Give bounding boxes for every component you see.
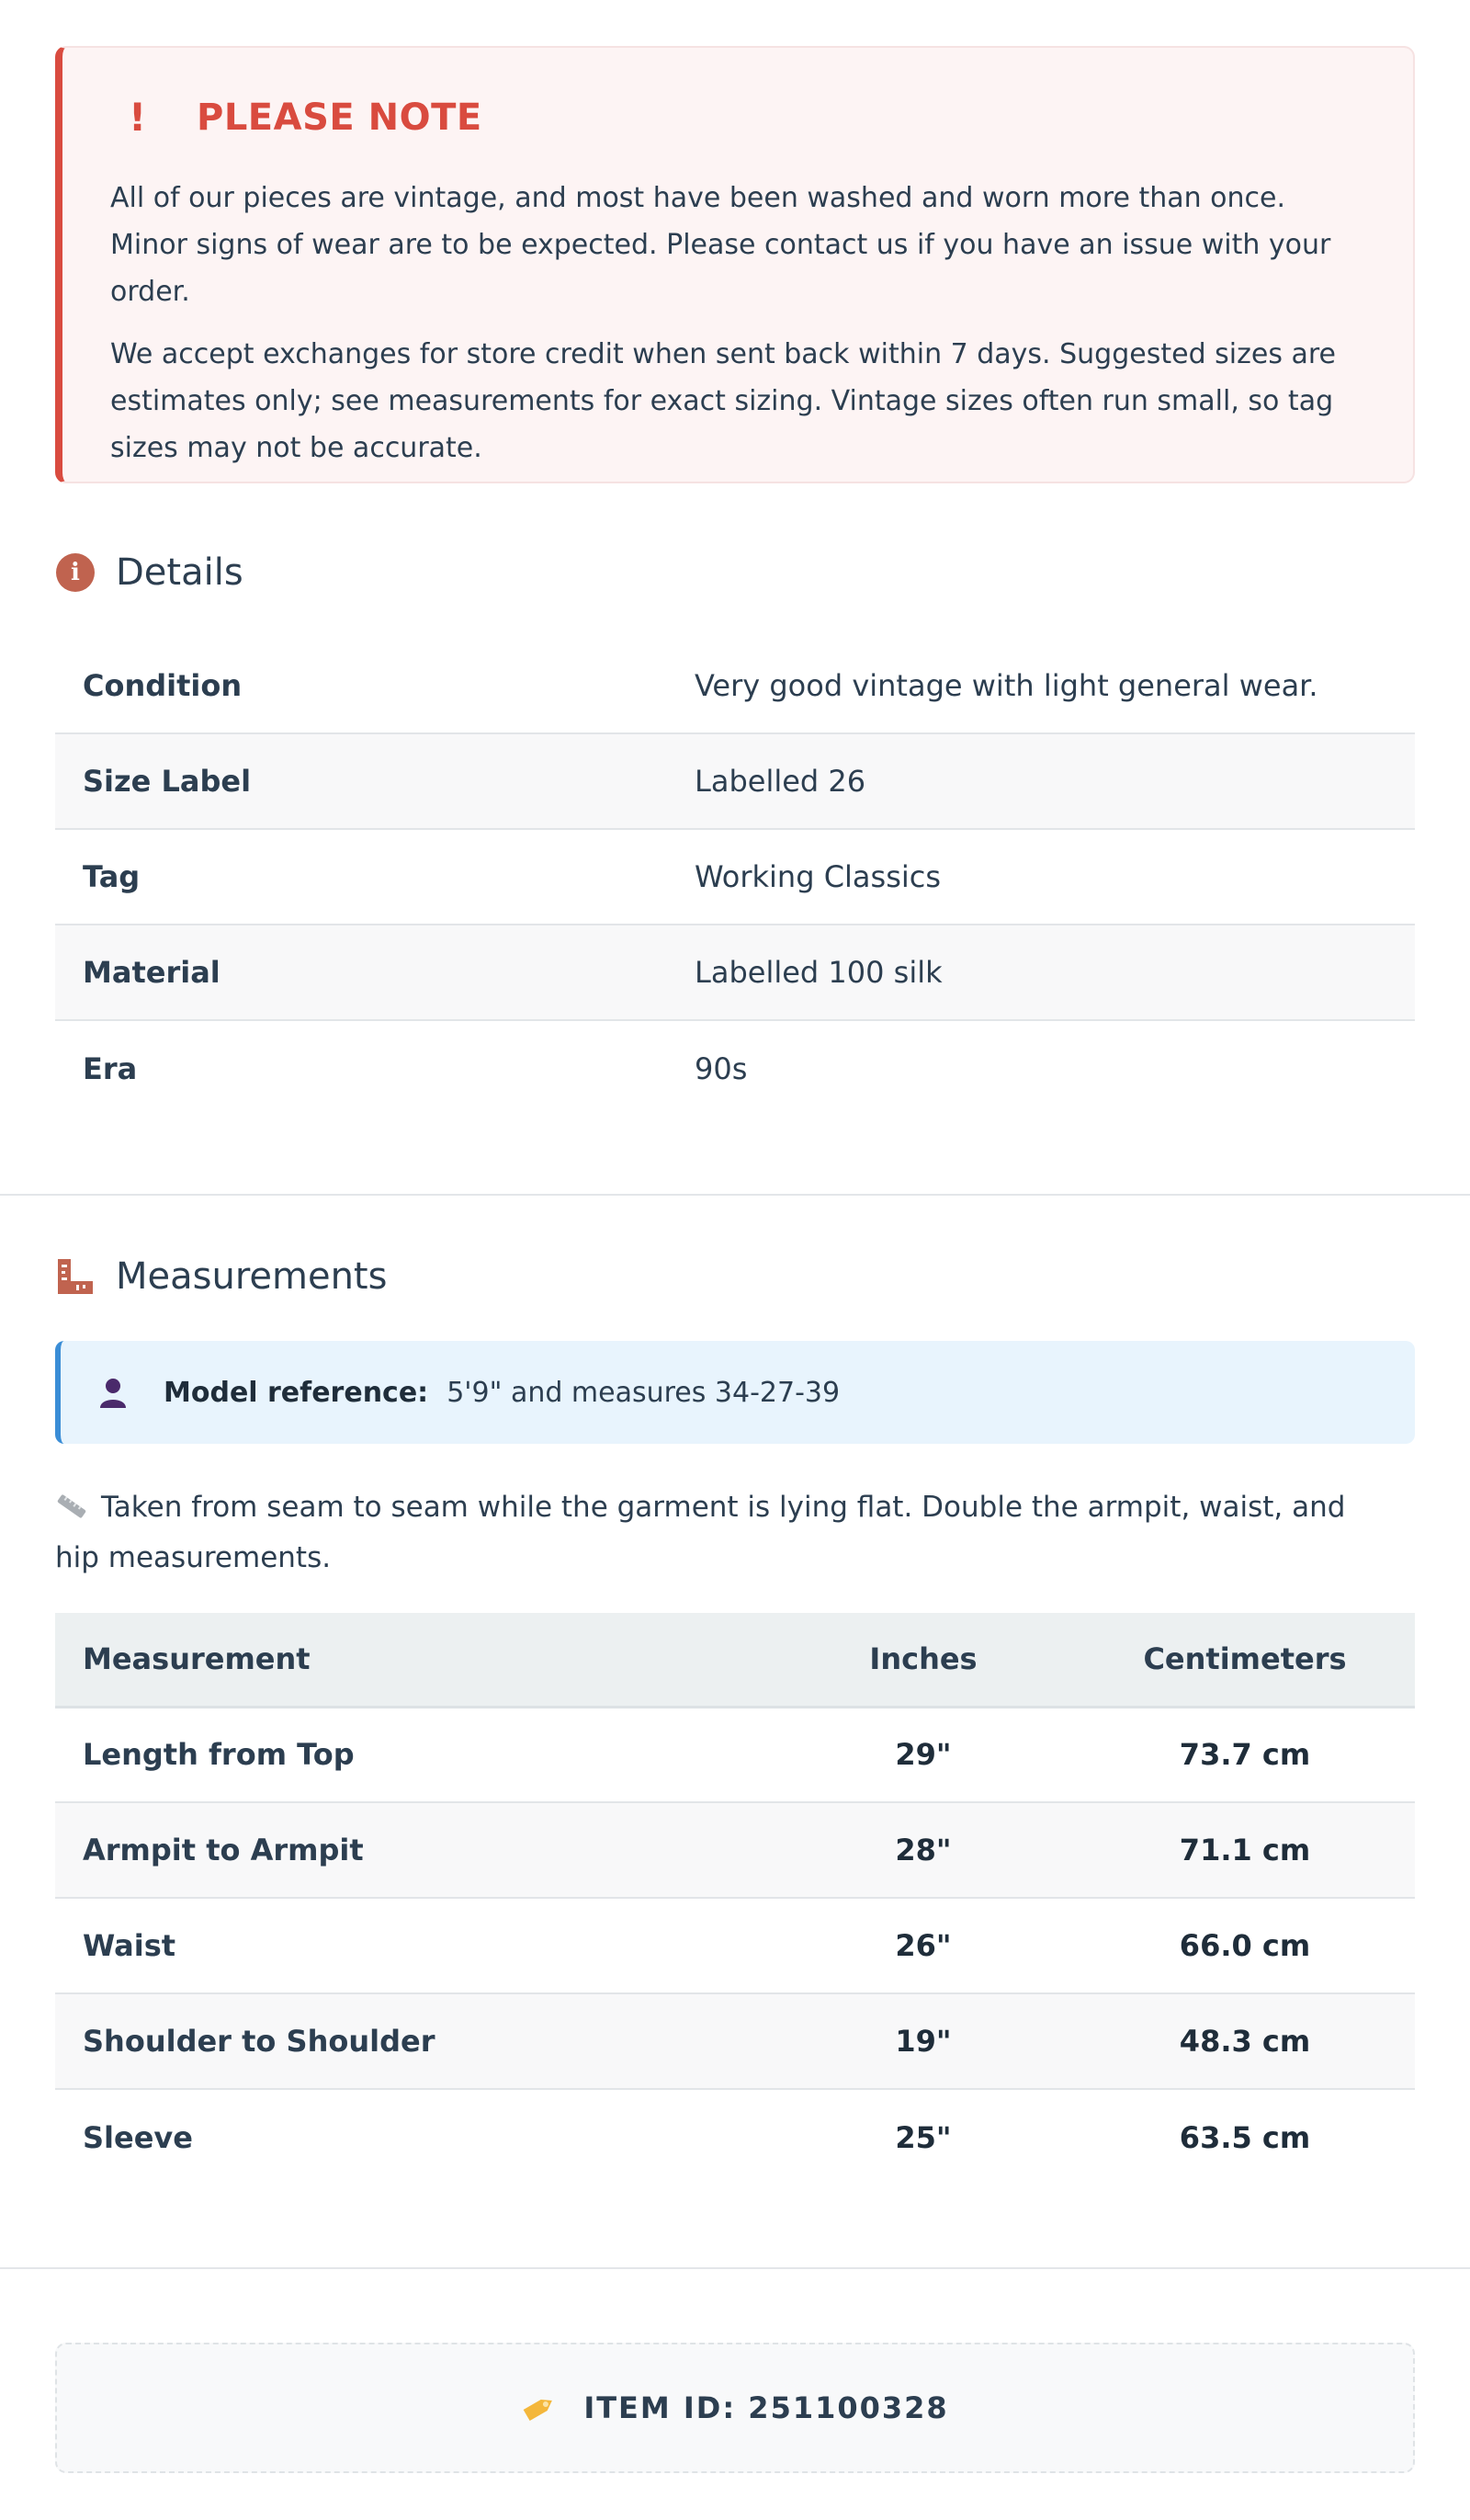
measurement-note xyxy=(55,1484,1378,1582)
detail-key: Material xyxy=(55,925,667,1020)
details-title: Details xyxy=(116,551,243,594)
notice-paragraph: We accept exchanges for store credit when sent back within 7 days. Suggested sizes are estimates only; see measurements for exact sizing. Vintage sizes often run small, so tag sizes may not be accurate. xyxy=(110,338,1337,464)
detail-value: Very good vintage with light general wear. xyxy=(667,638,1415,733)
measurement-name: Shoulder to Shoulder xyxy=(55,1993,772,2089)
measurement-name: Sleeve xyxy=(83,2119,193,2155)
table-row xyxy=(55,1993,1415,2089)
measurement-cm: 48.3 cm xyxy=(1075,1993,1415,2089)
detail-key: Condition xyxy=(55,638,667,733)
measurement-cm: 63.5 cm xyxy=(1179,2119,1311,2155)
measurements-heading xyxy=(55,1254,387,1300)
detail-value: Working Classics xyxy=(667,829,1415,925)
measurement-name: Length from Top xyxy=(55,1707,772,1802)
section-divider xyxy=(0,2267,1470,2269)
table-row xyxy=(55,638,1415,733)
column-header: Inches xyxy=(772,1613,1075,1707)
table-row xyxy=(55,925,1415,1020)
info-icon: i xyxy=(55,552,96,593)
measurements-title: Measurements xyxy=(116,1255,388,1298)
detail-value: Labelled 26 xyxy=(667,733,1415,829)
measurement-cm: 73.7 cm xyxy=(1075,1707,1415,1802)
detail-key: Era xyxy=(83,1050,138,1086)
detail-value: Labelled 100 silk xyxy=(667,925,1415,1020)
table-row xyxy=(55,1020,1415,1116)
measurement-inches: 29" xyxy=(772,1707,1075,1802)
item-id-box xyxy=(55,2343,1415,2473)
measurement-cm: 66.0 cm xyxy=(1075,1898,1415,1993)
table-row xyxy=(55,1707,1415,1802)
measurement-name: Waist xyxy=(55,1898,772,1993)
column-header: Measurement xyxy=(55,1613,772,1707)
measurement-inches: 19" xyxy=(772,1993,1075,2089)
model-reference-label: Model reference: xyxy=(164,1376,429,1409)
section-divider xyxy=(0,1194,1470,1196)
measurement-inches: 28" xyxy=(772,1802,1075,1898)
ruler-icon xyxy=(55,1256,96,1297)
table-header-row xyxy=(55,1613,1415,1707)
measurement-cm: 71.1 cm xyxy=(1075,1802,1415,1898)
model-reference-value: 5'9" and measures 34-27-39 xyxy=(447,1376,841,1409)
detail-key: Tag xyxy=(55,829,667,925)
detail-key: Size Label xyxy=(55,733,667,829)
table-row xyxy=(55,1802,1415,1898)
table-row xyxy=(55,1898,1415,1993)
measurement-inches: 25" xyxy=(895,2119,952,2155)
measurement-note-text: Taken from seam to seam while the garment is lying flat. Double the armpit, waist, and hip measurements. xyxy=(55,1491,1346,1574)
measurement-name: Armpit to Armpit xyxy=(55,1802,772,1898)
person-icon xyxy=(97,1377,129,1408)
notice-paragraph: All of our pieces are vintage, and most have been washed and worn more than once. Minor signs of wear are to be expected. Please contact us if you have an issue with your order. xyxy=(110,182,1331,308)
item-id-label: ITEM ID: 251100328 xyxy=(583,2390,949,2425)
model-reference-box xyxy=(55,1341,1415,1444)
straight-ruler-icon xyxy=(55,1488,88,1535)
column-header: Centimeters xyxy=(1075,1613,1415,1707)
details-heading xyxy=(55,550,243,596)
notice-box xyxy=(55,46,1415,483)
exclamation-icon: ! xyxy=(129,95,147,140)
table-row xyxy=(55,2089,1415,2185)
measurement-inches: 26" xyxy=(772,1898,1075,1993)
detail-value: 90s xyxy=(695,1050,748,1086)
notice-title: PLEASE NOTE xyxy=(197,96,482,139)
table-row xyxy=(55,733,1415,829)
details-table xyxy=(55,638,1415,1116)
tag-icon xyxy=(521,2392,558,2424)
measurements-table xyxy=(55,1613,1415,2185)
table-row xyxy=(55,829,1415,925)
notice-header xyxy=(110,95,1367,140)
